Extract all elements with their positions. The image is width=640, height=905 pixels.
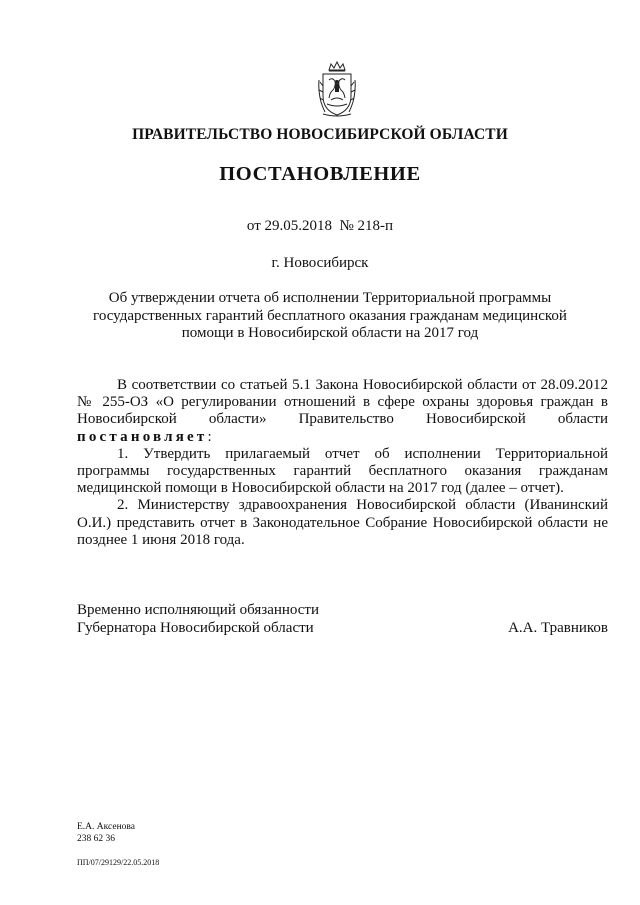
title-line: помощи в Новосибирской области на 2017 год xyxy=(181,325,479,341)
preamble-text: В соответствии со статьей 5.1 Закона Новосибирской области от 28.09.2012 № 255-ОЗ «О регулировании отношений в сфере охраны здоровья граждан в Новосибирской области» Правительство Новосибирской области xyxy=(77,377,608,428)
registration-number: ПП/07/29129/22.05.2018 xyxy=(77,858,160,867)
resolves-word: постановляет xyxy=(77,428,208,445)
executor-phone: 238 62 36 xyxy=(77,833,115,844)
document-body xyxy=(77,377,608,549)
title-line: Об утверждении отчета об исполнении Территориальной программы xyxy=(108,290,552,306)
coat-of-arms-icon xyxy=(317,60,357,118)
item-paragraph: 2. Министерству здравоохранения Новосибирской области (Иванинский О.И.) представить отчет в Законодательное Собрание Новосибирской области не позднее 1 июня 2018 года. xyxy=(77,497,608,548)
date-number-line xyxy=(0,218,640,235)
signatory-name: А.А. Травников xyxy=(508,620,608,636)
preamble-colon: : xyxy=(207,428,212,445)
city: г. Новосибирск xyxy=(271,255,369,271)
signatory-position: Временно исполняющий обязанности xyxy=(77,602,320,618)
government-name: ПРАВИТЕЛЬСТВО НОВОСИБИРСКОЙ ОБЛАСТИ xyxy=(132,126,508,143)
document-date: от 29.05.2018 xyxy=(246,218,332,234)
title-line: государственных гарантий бесплатного оказания гражданам медицинской xyxy=(93,307,567,324)
preamble-paragraph xyxy=(77,377,608,446)
document-number: № 218-п xyxy=(339,218,394,234)
signatory-position: Губернатора Новосибирской области xyxy=(77,620,314,636)
document-type: ПОСТАНОВЛЕНИЕ xyxy=(219,163,421,185)
executor-info xyxy=(77,822,135,845)
document-title xyxy=(90,290,570,343)
item-paragraph: 1. Утвердить прилагаемый отчет об исполнении Территориальной программы государственных гарантий бесплатного оказания гражданам медицинской помощи в Новосибирской области на 2017 год (далее – отчет). xyxy=(77,445,608,497)
executor-name: Е.А. Аксенова xyxy=(77,822,135,832)
signature-block xyxy=(77,601,608,637)
